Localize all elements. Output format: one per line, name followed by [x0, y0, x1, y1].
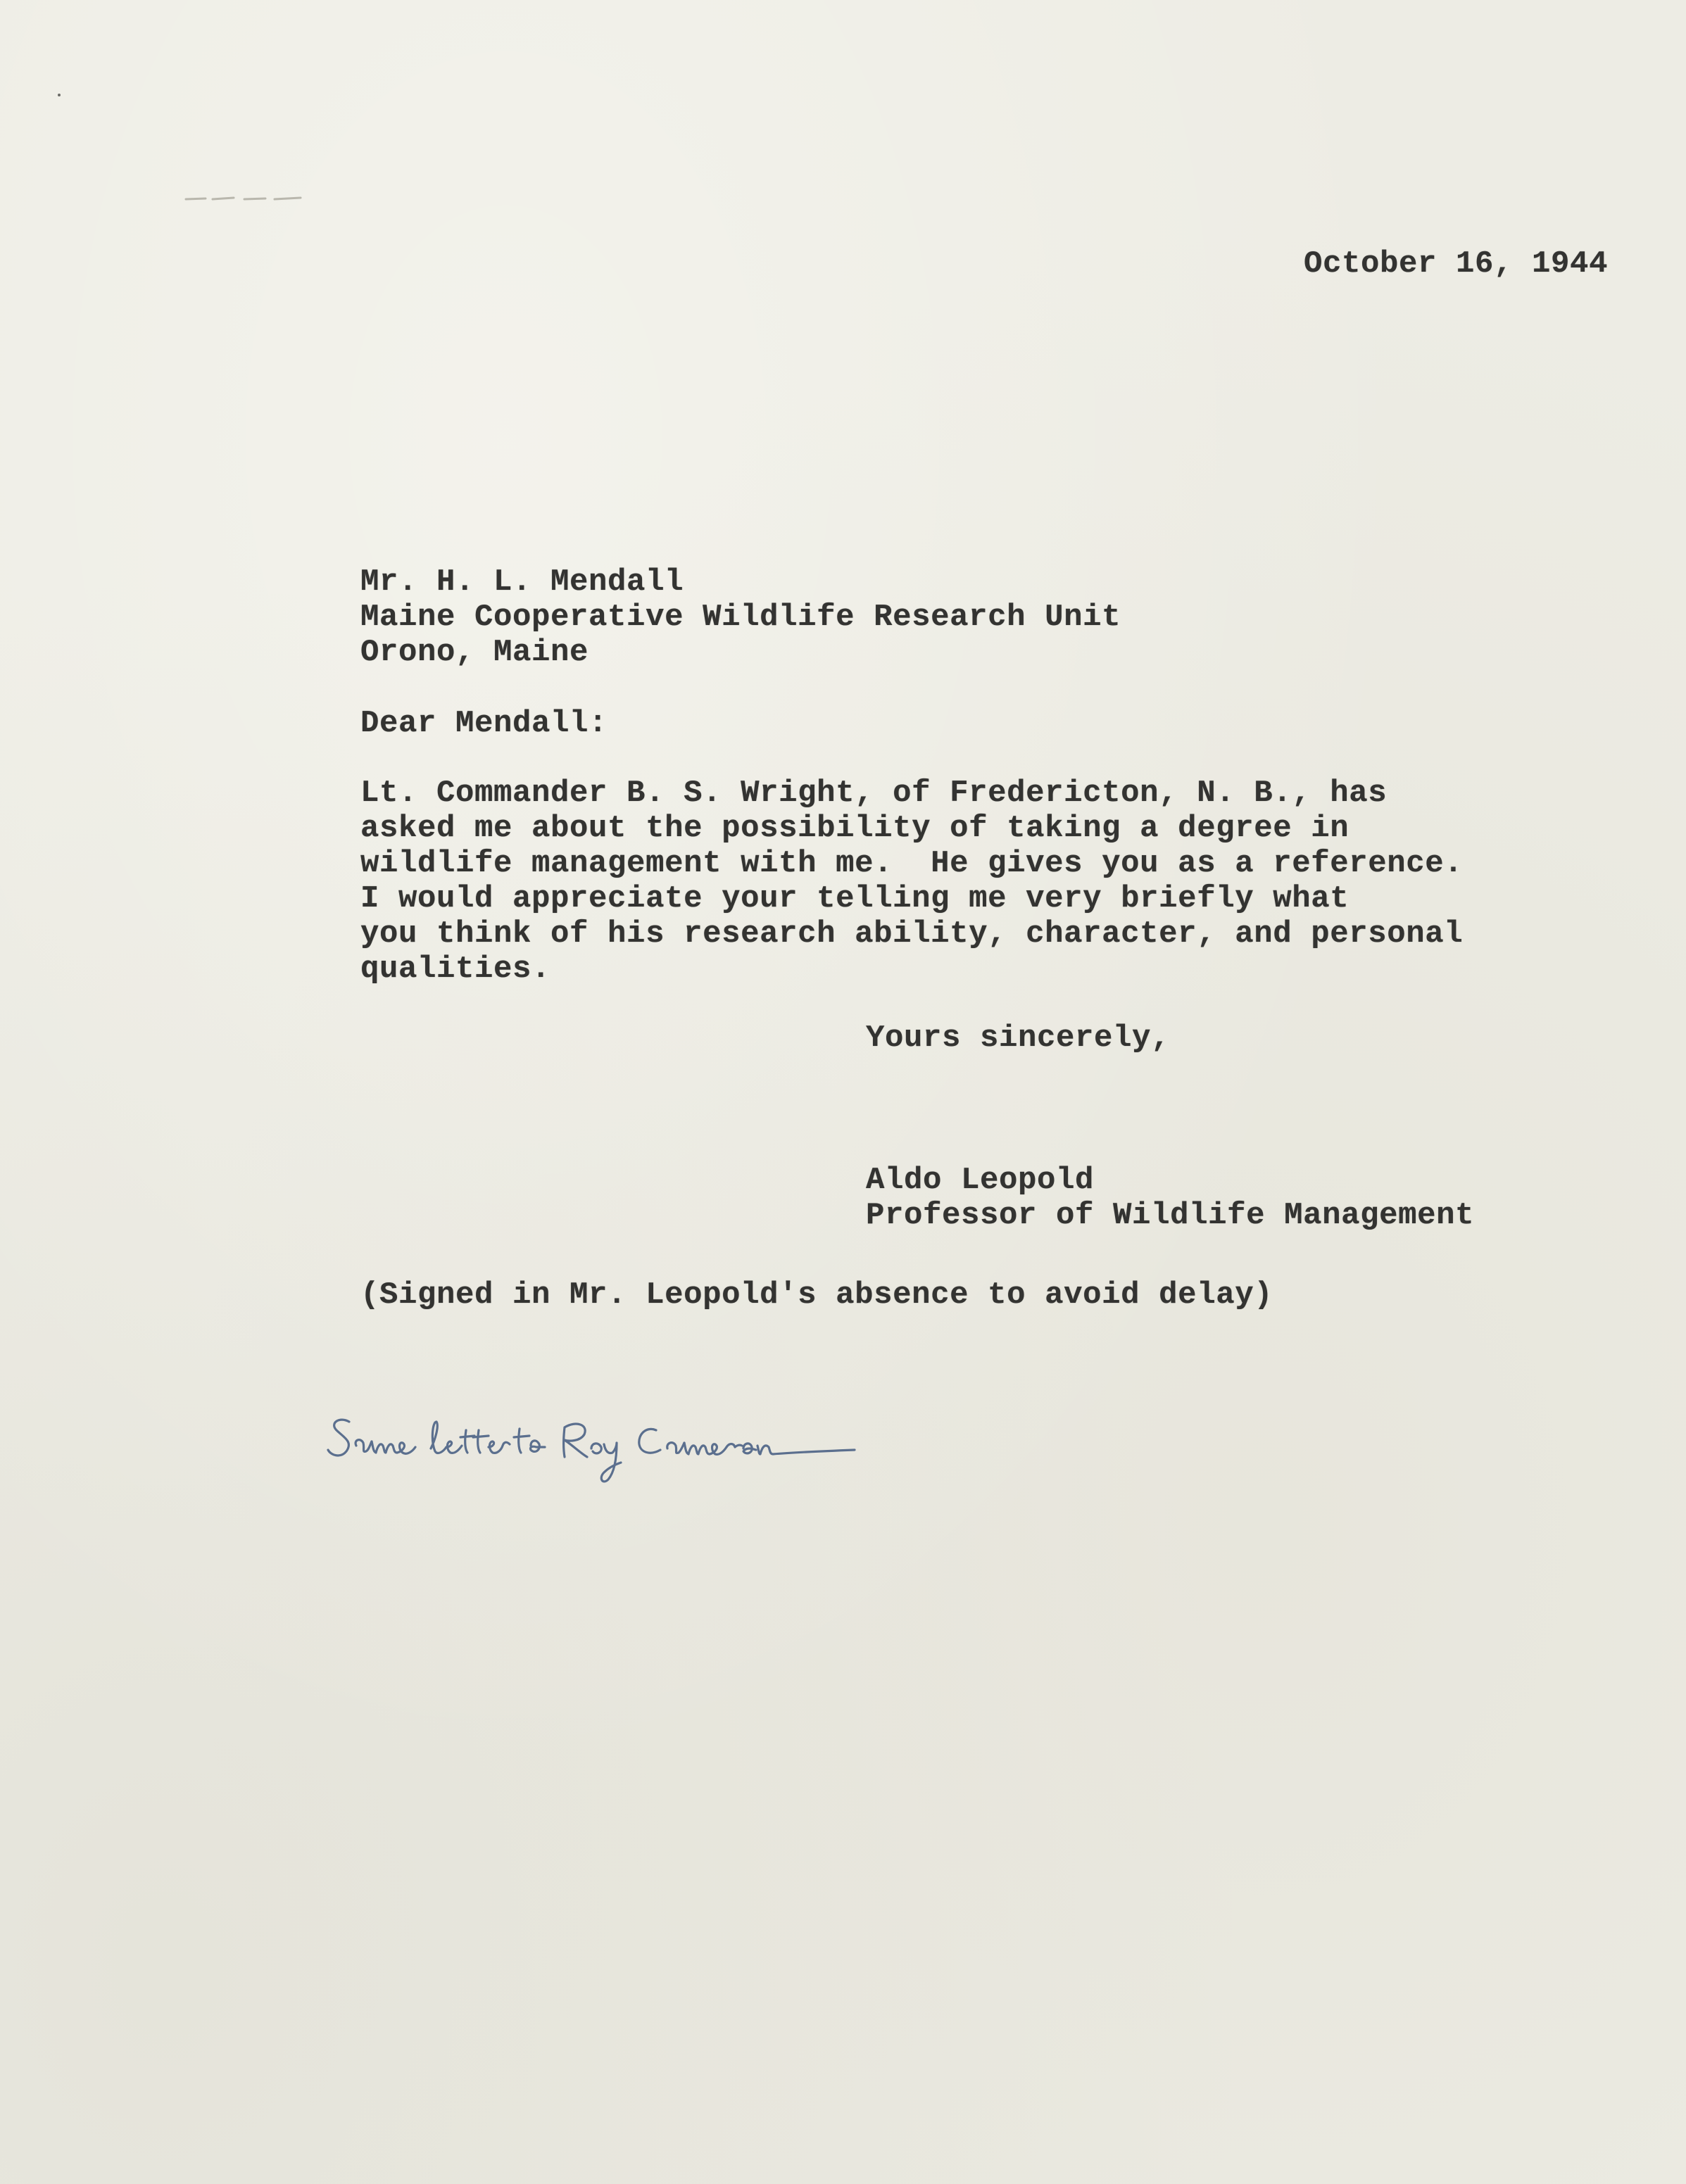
body-line: qualities. — [360, 952, 551, 987]
letter-date: October 16, 1944 — [1304, 246, 1609, 282]
body-line: wildlife management with me. He gives you as a reference. — [360, 846, 1464, 881]
body-line: asked me about the possibility of taking a degree in — [360, 811, 1350, 846]
body-line: I would appreciate your telling me very briefly what — [360, 881, 1350, 916]
signature-title: Professor of Wildlife Management — [866, 1198, 1475, 1233]
recipient-organization: Maine Cooperative Wildlife Research Unit — [360, 600, 1121, 635]
absence-note: (Signed in Mr. Leopold's absence to avoid delay) — [360, 1277, 1273, 1313]
recipient-name: Mr. H. L. Mendall — [360, 564, 684, 600]
salutation: Dear Mendall: — [360, 706, 608, 741]
body-line: you think of his research ability, character, and personal — [360, 916, 1464, 952]
closing: Yours sincerely, — [866, 1021, 1171, 1056]
signature-name: Aldo Leopold — [866, 1163, 1095, 1198]
paper-smudge — [184, 194, 304, 203]
body-line: Lt. Commander B. S. Wright, of Fredericton, N. B., has — [360, 776, 1388, 811]
paper-speck — [58, 94, 61, 96]
handwritten-note — [325, 1406, 860, 1491]
recipient-location: Orono, Maine — [360, 635, 589, 670]
